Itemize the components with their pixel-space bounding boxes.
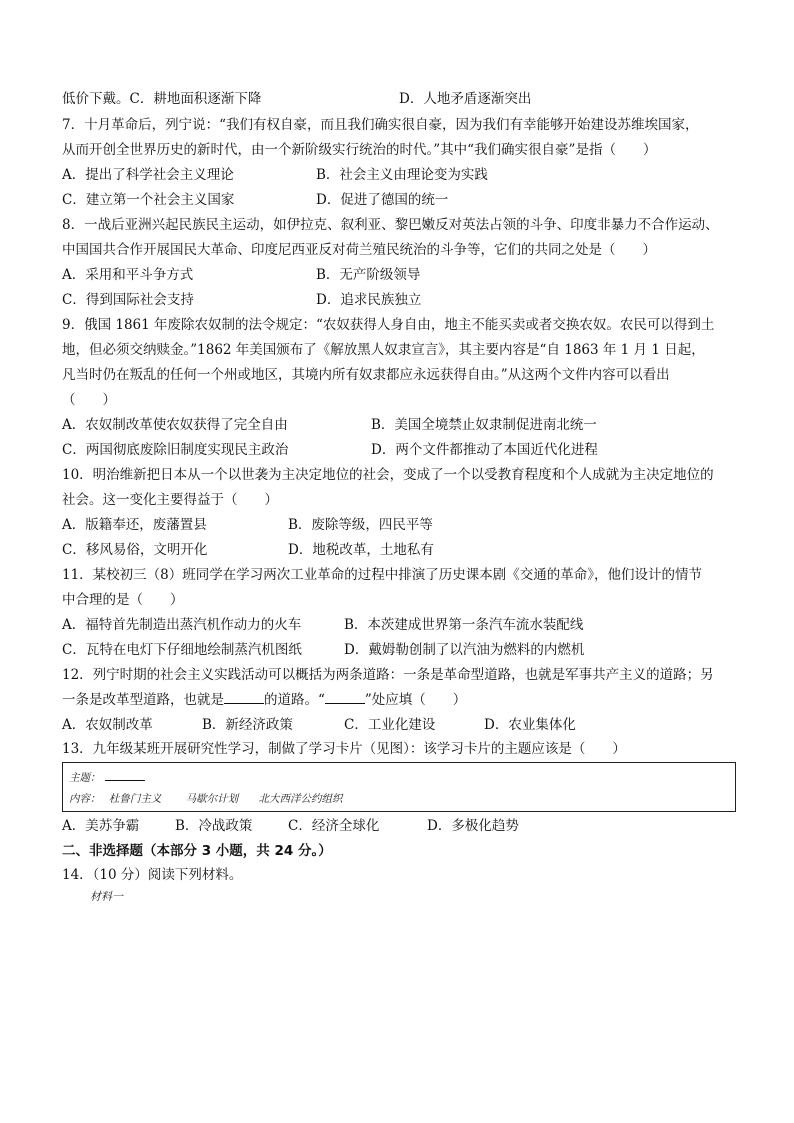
fill-blank-2 [325, 703, 365, 704]
q8-option-b: B．无产阶级领导 [316, 267, 421, 283]
q7-option-b: B．社会主义由理论变为实践 [316, 167, 488, 183]
card-theme-label: 主题： [69, 772, 101, 784]
q7-option-d: D．促进了德国的统一 [316, 192, 449, 208]
q11-stem-1: 11．某校初三（8）班同学在学习两次工业革命的过程中排演了历史课本剧《交通的革命》，他们设计的情节 [62, 567, 703, 583]
q6-option-d: D．人地矛盾逐渐突出 [399, 91, 532, 107]
q10-stem-1: 10．明治维新把日本从一个以世袭为主决定地位的社会，变成了一个以受教育程度和个人成就为主决定地位的 [62, 467, 714, 483]
card-item-2: 马歇尔计划 [185, 793, 239, 805]
material-one-label: 材料一 [90, 890, 123, 903]
q9-stem-2: 地，但必须交纳赎金。”1862 年美国颁布了《解放黑人奴隶宣言》，其主要内容是“自 1863 年 1 月 1 日起， [62, 342, 705, 358]
q11-option-c: C．瓦特在电灯下仔细地绘制蒸汽机图纸 [62, 642, 302, 658]
card-content-row [69, 791, 342, 806]
q13-option-d: D．多极化趋势 [427, 818, 519, 834]
q8-option-c: C．得到国际社会支持 [62, 292, 194, 308]
q9-option-d: D．两个文件都推动了本国近代化进程 [371, 442, 598, 458]
q10-option-d: D．地税改革，土地私有 [288, 542, 434, 558]
q7-option-a: A．提出了科学社会主义理论 [62, 167, 234, 183]
q12-stem-2-part1: 一条是改革型道路，也就是 [62, 692, 224, 708]
q13-option-c: C．经济全球化 [288, 818, 380, 834]
q10-option-c: C．移风易俗，文明开化 [62, 542, 208, 558]
q12-option-a: A．农奴制改革 [62, 717, 153, 733]
q10-stem-2: 社会。这一变化主要得益于（ ） [62, 492, 278, 508]
study-card [62, 762, 736, 812]
q10-option-b: B．废除等级，四民平等 [288, 517, 433, 533]
q9-option-c: C．两国彻底废除旧制度实现民主政治 [62, 442, 289, 458]
q7-stem-2: 从而开创全世界历史的新时代，由一个新阶级实行统治的时代。”其中“我们确实很自豪”是指（ ） [62, 142, 657, 158]
q8-stem-2: 中国国共合作开展国民大革命、印度尼西亚反对荷兰殖民统治的斗争等，它们的共同之处是（ ） [62, 242, 656, 258]
q7-stem-1: 7．十月革命后，列宁说：“我们有权自豪，而且我们确实很自豪，因为我们有幸能够开始建设苏维埃国家， [62, 117, 699, 133]
q14-stem: 14．（10 分）阅读下列材料。 [62, 867, 243, 883]
q6-tail-text: 低价下戴。C．耕地面积逐渐下降 [62, 91, 262, 107]
q13-stem: 13．九年级某班开展研究性学习，制做了学习卡片（见图）：该学习卡片的主题应该是（ ） [62, 741, 626, 757]
q13-option-a: A．美苏争霸 [62, 818, 140, 834]
q12-option-c: C．工业化建设 [344, 717, 436, 733]
card-item-3: 北大西洋公约组织 [258, 793, 343, 805]
q12-stem-1: 12．列宁时期的社会主义实践活动可以概括为两条道路：一条是革命型道路，也就是军事共产主义的道路；另 [62, 667, 714, 683]
q9-stem-4: （ ） [62, 392, 116, 408]
q12-stem-2-part3: ”处应填（ ） [364, 692, 467, 708]
q11-option-d: D．戴姆勒创制了以汽油为燃料的内燃机 [344, 642, 585, 658]
card-theme-blank [105, 780, 145, 781]
card-item-1: 杜鲁门主义 [108, 793, 162, 805]
card-content-label: 内容： [69, 793, 101, 805]
q13-option-b: B．冷战政策 [175, 818, 253, 834]
q7-option-c: C．建立第一个社会主义国家 [62, 192, 235, 208]
q12-option-d: D．农业集体化 [484, 717, 576, 733]
q12-option-b: B．新经济政策 [202, 717, 293, 733]
q8-stem-1: 8．一战后亚洲兴起民族民主运动，如伊拉克、叙利亚、黎巴嫩反对英法占领的斗争、印度非暴力不合作运动、 [62, 217, 719, 233]
card-theme-row [69, 770, 145, 785]
section-heading: 二、非选择题（本部分 3 小题，共 24 分。） [62, 843, 332, 859]
fill-blank-1 [224, 703, 264, 704]
q9-option-b: B．美国全境禁止奴隶制促进南北统一 [371, 417, 597, 433]
q12-stem-2-part2: 的道路。“ [264, 692, 325, 708]
q11-stem-2: 中合理的是（ ） [62, 592, 184, 608]
q11-option-b: B．本茨建成世界第一条汽车流水装配线 [344, 617, 584, 633]
q9-stem-1: 9．俄国 1861 年废除农奴制的法令规定：“农奴获得人身自由，地主不能买卖或者交换农奴。农民可以得到土 [62, 317, 715, 333]
q8-option-a: A．采用和平斗争方式 [62, 267, 194, 283]
q9-option-a: A．农奴制改革使农奴获得了完全自由 [62, 417, 288, 433]
q11-option-a: A．福特首先制造出蒸汽机作动力的火车 [62, 617, 302, 633]
q9-stem-3: 凡当时仍在叛乱的任何一个州或地区，其境内所有奴隶都应永远获得自由。”从这两个文件内容可以看出 [62, 367, 670, 383]
q10-option-a: A．版籍奉还，废藩置县 [62, 517, 207, 533]
q12-stem-2 [62, 690, 466, 710]
q8-option-d: D．追求民族独立 [316, 292, 422, 308]
